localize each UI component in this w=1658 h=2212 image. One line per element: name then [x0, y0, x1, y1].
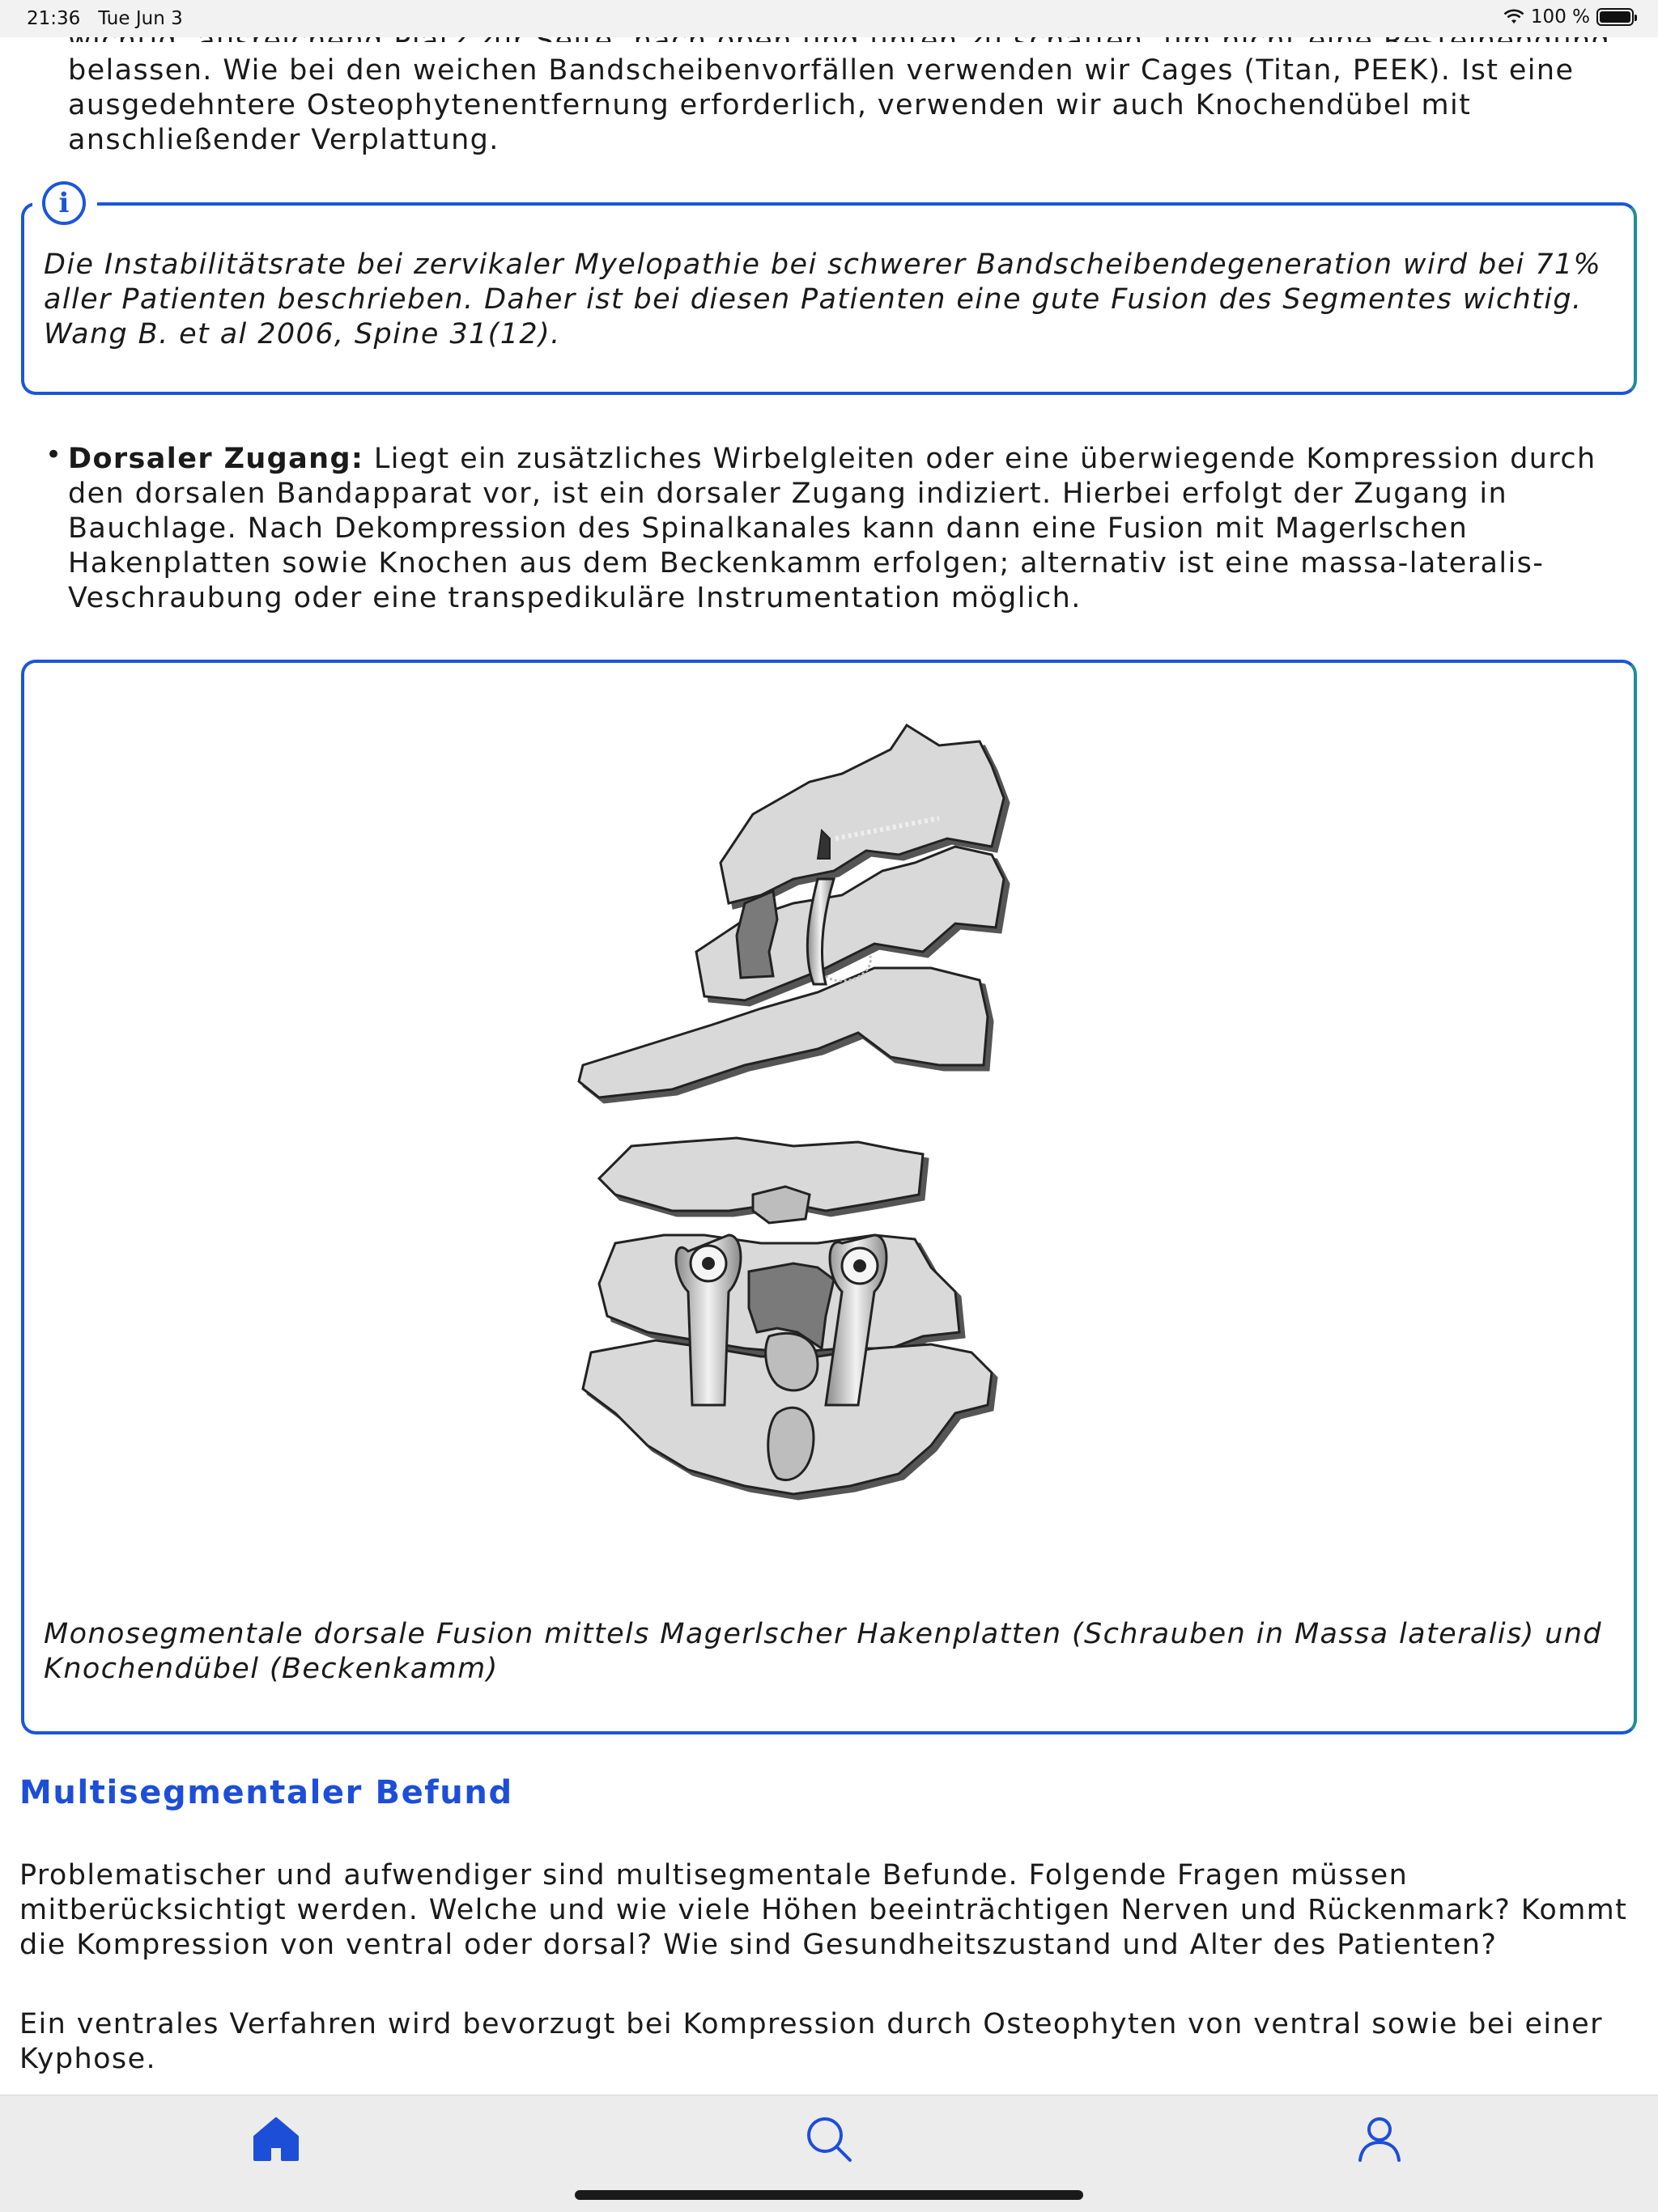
- status-right: [1503, 6, 1634, 28]
- info-box-text: Die Instabilitätsrate bei zervikaler Myelopathie bei schwerer Bandscheibendegeneration wird bei 71% aller Patienten beschrieben. Daher ist bei diesen Patienten eine gute Fusion des Segmentes wichtig. Wang B. et al 2006, Spine 31(12).: [44, 248, 1602, 350]
- bullet-title: Dorsaler Zugang:: [68, 443, 364, 475]
- vertebra-lower: [579, 968, 988, 1098]
- section-heading: Multisegmentaler Befund: [19, 1774, 513, 1811]
- search-icon: [805, 2115, 853, 2163]
- home-indicator: [575, 2190, 1083, 2200]
- spine-fusion-illustration: [551, 677, 1117, 1583]
- profile-icon: [1355, 2115, 1404, 2163]
- figure-caption: Monosegmentale dorsale Fusion mittels Magerlscher Hakenplatten (Schrauben in Massa lateralis) und Knochendübel (Beckenkamm): [44, 1618, 1602, 1685]
- paragraph-multisegmental-2: Ein ventrales Verfahren wird bevorzugt bei Kompression durch Osteophyten von ventral sowie bei einer Kyphose.: [19, 2008, 1603, 2075]
- tab-home[interactable]: [244, 2107, 308, 2172]
- battery-icon: [1596, 8, 1634, 26]
- battery-percentage: 100 %: [1530, 6, 1590, 28]
- status-bar: [0, 0, 1658, 37]
- tab-profile[interactable]: [1347, 2107, 1412, 2172]
- spinous-process-central: [766, 1333, 818, 1390]
- wifi-icon: [1503, 9, 1524, 25]
- bullet-text: Liegt ein zusätzliches Wirbelgleiten oder eine überwiegende Kompression durch den dorsalen Bandapparat vor, ist ein dorsaler Zugang indiziert. Hierbei erfolgt der Zugang in Bauchlage. Nach Dekompression des Spinalkanales kann dann eine Fusion mit Magerlschen Hakenplatten sowie Knochen aus dem Beckenkamm erfolgen; alternativ ist eine massa-lateralis-Veschraubung oder eine transpedikuläre Instrumentation möglich.: [68, 443, 1596, 614]
- bone-graft: [737, 891, 777, 978]
- paragraph-multisegmental-1: Problematischer und aufwendiger sind multisegmentale Befunde. Folgende Fragen müssen mitberücksichtigt werden. Welche und wie viele Höhen beeinträchtigen Nerven und Rückenmark? Kommt die Kompression von ventral oder dorsal? Wie sind Gesundheitszustand und Alter des Patienten?: [19, 1859, 1628, 1961]
- tab-search[interactable]: [797, 2107, 861, 2172]
- home-icon: [252, 2116, 300, 2163]
- paragraph-top: belassen. Wie bei den weichen Bandscheibenvorfällen verwenden wir Cages (Titan, PEEK). Ist eine ausgedehntere Osteophytenentfernung erforderlich, verwenden wir auch Knochendübel mit anschließender Verplattung.: [68, 54, 1575, 156]
- info-icon: i: [42, 181, 86, 225]
- spinous-process-small: [753, 1187, 810, 1223]
- bullet-paragraph: [68, 442, 1639, 616]
- bullet-marker: •: [45, 439, 62, 471]
- status-time: 21:36 Tue Jun 3: [27, 8, 183, 29]
